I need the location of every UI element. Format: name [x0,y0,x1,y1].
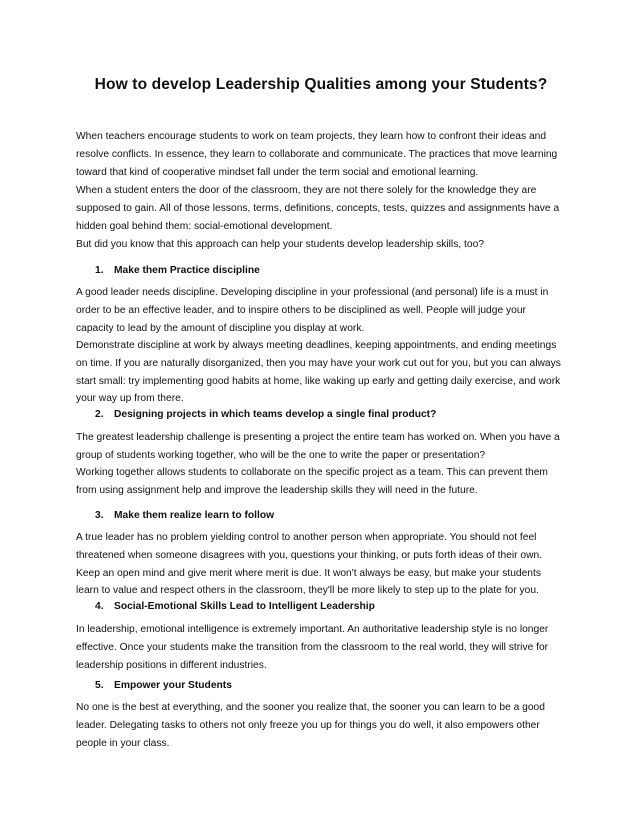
section-1-heading [95,262,565,280]
section-1-paragraph-1: A good leader needs discipline. Developing discipline in your professional (and personal) life is a must in order to be an effective leader, and to inspire others to be disciplined as well. People will judge your capacity to lead by the amount of discipline you display at work. [76,287,549,334]
section-5-paragraph-1: No one is the best at everything, and the sooner you realize that, the sooner you can learn to be a good leader. Delegating tasks to others not only freeze you up for things you do well, it also empowers other people in your class. [76,702,545,749]
section-2-title: Designing projects in which teams develop a single final product? [114,409,437,420]
intro-paragraph-2: When a student enters the door of the classroom, they are not there solely for the knowledge they are supposed to gain. All of those lessons, terms, definitions, concepts, tests, quizzes and assignments have a hidden goal behind them: social-emotional development. [76,185,560,232]
section-2-paragraph-2: Working together allows students to collaborate on the specific project as a team. This can prevent them from using assignment help and improve the leadership skills they will need in the future. [76,467,548,496]
section-4-heading [95,598,565,616]
section-2-number: 2. [95,409,104,420]
section-4-number: 4. [95,601,104,612]
page-title: How to develop Leadership Qualities among your Students? [94,76,548,93]
section-3-paragraph-1: A true leader has no problem yielding control to another person when appropriate. You should not feel threatened when someone disagrees with you, questions your thinking, or puts forth ideas of their own. Keep an open mind and give merit where merit is due. It won't always be easy, but make your students learn to value and respect others in the classroom, they'll be more likely to step up to the plate for you. [76,532,543,597]
intro-paragraph-3: But did you know that this approach can help your students develop leadership skills, too? [76,239,484,250]
section-1-paragraph-2: Demonstrate discipline at work by always meeting deadlines, keeping appointments, and ending meetings on time. If you are naturally disorganized, then you may have your work cut out for you, but you can always start small: try implementing good habits at home, like waking up early and getting daily exercise, and work your way up from there. [76,340,561,405]
section-1-number: 1. [95,265,104,276]
section-2-paragraph-1: The greatest leadership challenge is presenting a project the entire team has worked on. When you have a group of students working together, who will be the one to write the paper or presentation? [76,432,560,461]
section-3-title: Make them realize learn to follow [114,510,275,521]
section-5-title: Empower your Students [114,680,232,691]
section-4-title: Social-Emotional Skills Lead to Intelligent Leadership [114,601,375,612]
intro-paragraph-1: When teachers encourage students to work on team projects, they learn how to confront their ideas and resolve conflicts. In essence, they learn to collaborate and communicate. The practices that move learning toward that kind of cooperative mindset fall under the term social and emotional learning. [76,131,558,178]
section-1-title: Make them Practice discipline [114,265,260,276]
section-3-heading [95,507,565,525]
section-5-heading [95,677,565,695]
section-2-heading [95,406,565,424]
section-4-paragraph-1: In leadership, emotional intelligence is extremely important. An authoritative leadership style is no longer effective. Once your students make the transition from the classroom to the real world, they will strive for leadership positions in different industries. [76,624,549,671]
section-5-number: 5. [95,680,104,691]
section-3-number: 3. [95,510,104,521]
